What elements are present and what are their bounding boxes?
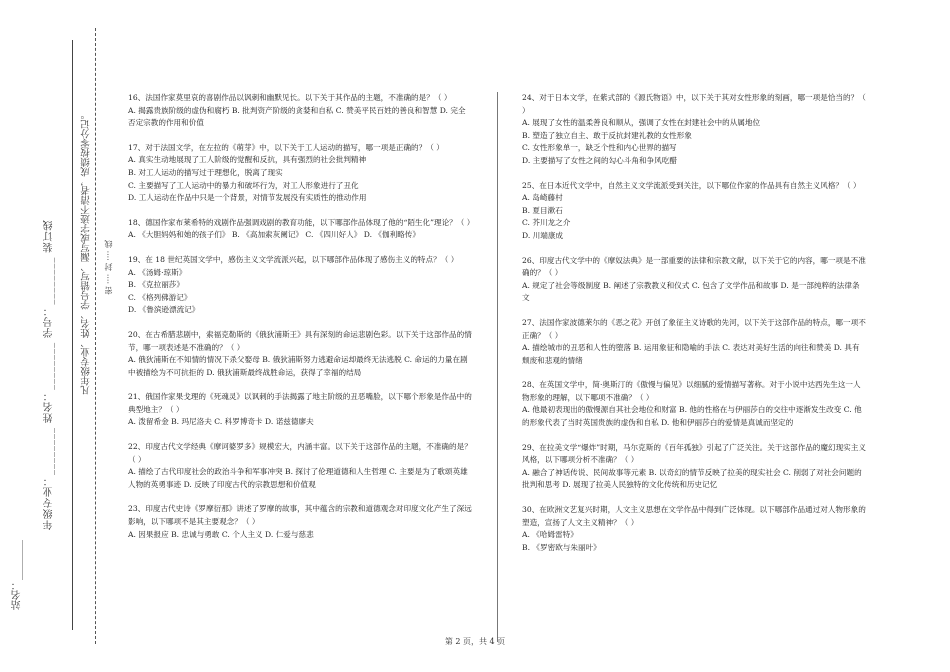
question-block [522,504,867,554]
question-stem: 21、俄国作家果戈理的《死魂灵》以讽刺的手法揭露了地主阶级的丑恶嘴脸，以下哪个形象是作品中的典型地主？（ ） [128,392,472,414]
binding-dashed-line [95,28,96,644]
answer-option: A. 《汤姆·琼斯》 [128,267,187,277]
answer-option: A. 俄狄浦斯在不知情的情况下杀父娶母 B. 俄狄浦斯努力逃避命运却最终无法逃脱 C. 命运的力量在剧中被描绘为不可抗拒的 D. 俄狄浦斯最终战胜命运，获得了幸福的结局 [128,355,468,377]
answer-option: A. 他最初表现出的傲慢源自其社会地位和财富 B. 他的性格在与伊丽莎白的交往中逐渐发生改变 C. 他的形象代表了当时英国贵族的虚伪和自私 D. 他和伊丽莎白的爱情是真诚而坚定的 [522,405,862,428]
question-block [128,217,473,242]
answer-option: B. 夏目漱石 [522,205,563,215]
question-block [522,255,867,305]
answer-option: A. 岛崎藤村 [522,193,563,203]
answer-option: A. 真实生动地展现了工人阶级的觉醒和反抗，具有强烈的社会批判精神 [128,155,367,165]
question-stem: 16、法国作家莫里哀的喜剧作品以讽刺和幽默见长。以下关于其作品的主题，不准确的是？（ ） [128,93,452,102]
question-stem: 23、印度古代史诗《罗摩衍那》讲述了罗摩的故事，其中蕴含的宗教和道德观念对印度文化产生了深远影响，以下哪项不是其主要观念？（ ） [128,504,472,527]
question-stem: 18、德国作家布莱希特的戏剧作品强调戏剧的教育功能，以下哪部作品体现了他的“陌生化”理论？（ ） [128,217,475,227]
question-block [128,503,473,541]
question-block [128,441,473,491]
answer-option: A. 因果报应 B. 忠诚与勇敢 C. 个人主义 D. 仁爱与慈悲 [128,529,314,539]
question-stem: 25、在日本近代文学中，自然主义文学流派受到关注，以下哪位作家的作品具有自然主义风格？（ ） [522,180,861,190]
answer-option: A. 描绘了古代印度社会的政治斗争和军事冲突 B. 探讨了伦理道德和人生哲理 C. 主要是为了歌颂英雄人物的英勇事迹 D. 反映了印度古代的宗教思想和价值观 [128,467,468,489]
answer-option: C. 芥川龙之介 [522,218,571,228]
answer-option: D. 工人运动在作品中只是一个背景，对情节发展没有实质性的推动作用 [128,193,367,203]
question-block [128,142,473,205]
answer-option: D. 《鲁滨逊漂流记》 [128,305,200,315]
question-stem: 29、在拉美文学“爆炸”时期，马尔克斯的《百年孤独》引起了广泛关注。关于这部作品的魔幻现实主义风格，以下哪项分析不准确？（ ） [522,442,866,465]
question-stem: 27、法国作家波德莱尔的《恶之花》开创了象征主义诗歌的先河，以下关于这部作品的特点，哪一项不正确？（ ） [522,317,866,340]
answer-option: B. 《罗密欧与朱丽叶》 [522,542,601,552]
question-block [522,442,867,492]
question-stem: 24、对于日本文学，在紫式部的《源氏物语》中，以下关于其对女性形象的刻画，哪一项是恰当的？（ ） [522,93,866,115]
binding-outer-name: 站名：________ [12,540,23,610]
question-block [128,92,473,130]
answer-option: B. 《克拉丽莎》 [128,280,184,290]
binding-seal-text: 密 ···· 封 ···· 线 [104,240,113,295]
binding-info-fields: 年级专业：________ 姓名：________ 学号：________ 装订线 [44,219,55,530]
answer-option: D. 主要描写了女性之间的勾心斗角和争风吃醋 [522,155,677,165]
question-block [522,317,867,367]
right-column [522,92,867,566]
answer-option: B. 塑造了独立自主、敢于反抗封建礼教的女性形象 [522,130,692,140]
question-block [128,329,473,379]
question-stem: 28、在英国文学中，简·奥斯汀的《傲慢与偏见》以细腻的爱情描写著称。对于小说中达西先生这一人物形象的理解，以下哪项不准确？（ ） [522,380,861,402]
answer-option: A. 融合了神话传说、民间故事等元素 B. 以奇幻的情节反映了拉美的现实社会 C. 削弱了对社会问题的批判和思考 D. 展现了拉美人民独特的文化传统和历史记忆 [522,467,862,490]
question-stem: 20、在古希腊悲剧中，索福克勒斯的《俄狄浦斯王》具有深刻的命运悲剧色彩。以下关于这部作品的情节，哪一项表述是不准确的？（ ） [128,329,472,352]
binding-notice: 凡年级专业、姓名、学号错写、漏写或字迹不清者，成绩按零分记。 [81,110,92,395]
question-block [128,391,473,429]
answer-option: A. 揭露贵族阶级的虚伪和腐朽 B. 批判资产阶级的贪婪和自私 C. 赞美平民百姓的善良和智慧 D. 完全否定宗教的作用和价值 [128,105,466,128]
answer-option: A. 《大胆妈妈和她的孩子们》 B. 《高加索灰阑记》 C. 《四川好人》 D. 《伽利略传》 [128,230,420,240]
column-divider [497,92,498,642]
answer-option: D. 川端康成 [522,230,564,240]
question-stem: 22、印度古代文学经典《摩诃婆罗多》规模宏大，内涵丰富。以下关于这部作品的主题，不准确的是？（ ） [128,442,472,464]
answer-option: A. 展现了女性的温柔善良和顺从，强调了女性在封建社会中的从属地位 [522,118,761,128]
question-stem: 17、对于法国文学，在左拉的《萌芽》中，以下关于工人运动的描写，哪一项是正确的？（ ） [128,142,444,152]
question-block [522,180,867,243]
left-column [128,92,473,553]
page-footer: 第 2 页，共 4 页 [444,637,506,646]
answer-option: C. 主要描写了工人运动中的暴力和破坏行为，对工人形象进行了丑化 [128,180,359,190]
question-block [128,254,473,317]
answer-option: B. 对工人运动的描写过于理想化，脱离了现实 [128,167,283,177]
question-block [522,92,867,168]
question-stem: 30、在欧洲文艺复兴时期，人文主义思想在文学作品中得到广泛体现。以下哪部作品通过对人物形象的塑造，宣扬了人文主义精神？（ ） [522,505,866,527]
answer-option: A. 描绘城市的丑恶和人性的堕落 B. 运用象征和隐喻的手法 C. 表达对美好生活的向往和赞美 D. 具有颓废和悲观的情绪 [522,343,860,365]
binding-solid-line [72,40,73,630]
answer-option: A. 规定了社会等级制度 B. 阐述了宗教教义和仪式 C. 包含了文学作品和故事 D. 是一部纯粹的法律条文 [522,280,860,303]
answer-option: C. 《格列佛游记》 [128,292,192,302]
question-block [522,379,867,429]
answer-option: A. 《哈姆雷特》 [522,530,578,540]
answer-option: A. 泼留希金 B. 玛尼洛夫 C. 科罗博奇卡 D. 诺兹德廖夫 [128,417,314,427]
question-stem: 26、印度古代文学中的《摩奴法典》是一部重要的法律和宗教文献，以下关于它的内容，哪一项是不准确的？（ ） [522,255,866,278]
question-stem: 19、在 18 世纪英国文学中，感伤主义文学流派兴起，以下哪部作品体现了感伤主义的特点？（ ） [128,254,459,264]
answer-option: C. 女性形象单一，缺乏个性和内心世界的描写 [522,143,677,153]
